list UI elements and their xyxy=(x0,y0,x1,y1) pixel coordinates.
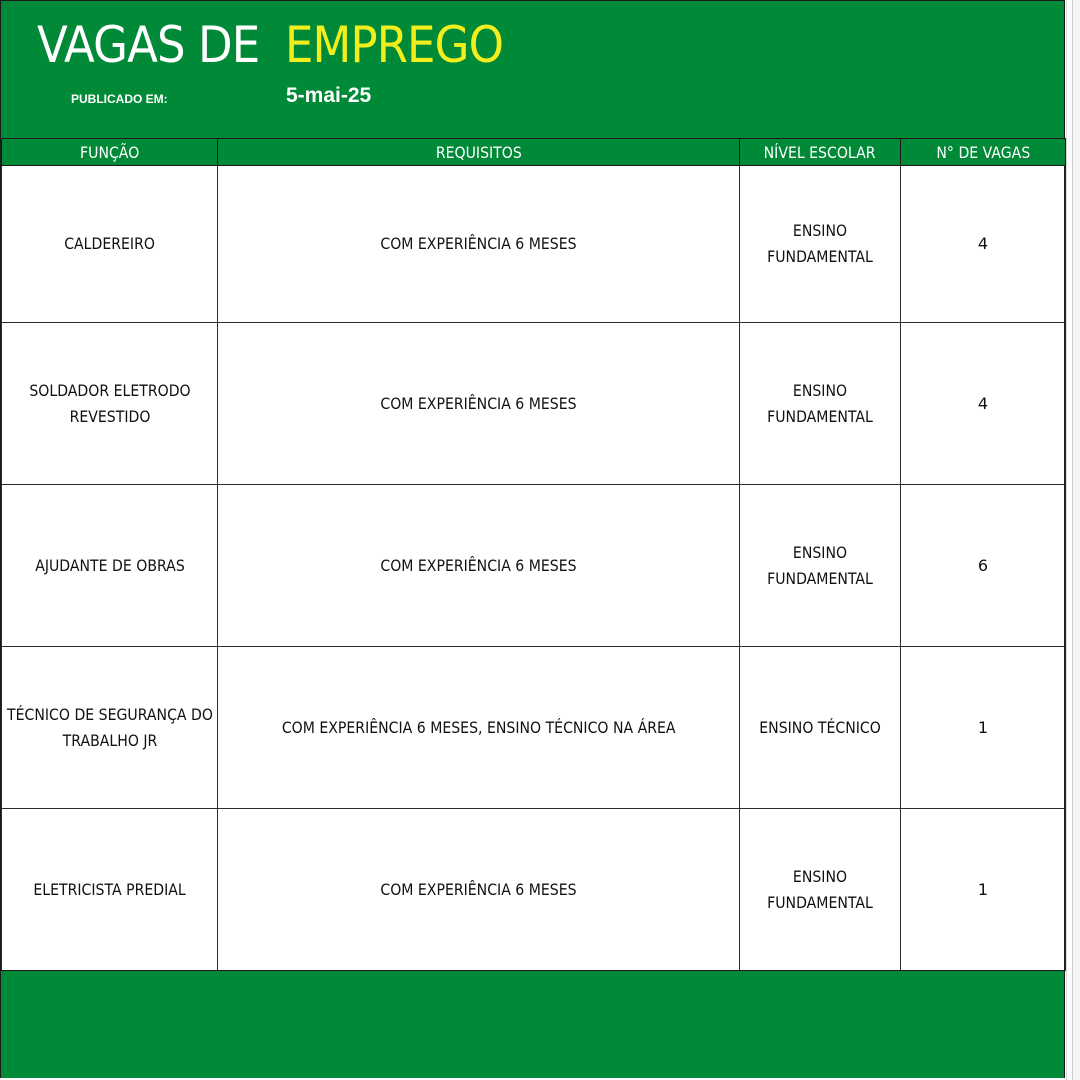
cell-requisitos: COM EXPERIÊNCIA 6 MESES xyxy=(218,323,740,485)
table-row xyxy=(2,323,1066,485)
footer-banner xyxy=(1,970,1064,1078)
column-header-funcao: FUNÇÃO xyxy=(2,139,218,166)
jobs-table xyxy=(1,138,1066,971)
cell-funcao: SOLDADOR ELETRODO REVESTIDO xyxy=(2,323,218,485)
cell-funcao: CALDEREIRO xyxy=(2,166,218,323)
cell-nivel: ENSINO FUNDAMENTAL xyxy=(740,485,901,647)
title-vagas-de: VAGAS DE xyxy=(37,16,260,74)
cell-nivel: ENSINO FUNDAMENTAL xyxy=(740,166,901,323)
table-row xyxy=(2,166,1066,323)
cell-requisitos: COM EXPERIÊNCIA 6 MESES, ENSINO TÉCNICO NA ÁREA xyxy=(218,647,740,809)
header-banner xyxy=(1,1,1064,138)
cell-funcao: ELETRICISTA PREDIAL xyxy=(2,809,218,971)
page-edge xyxy=(1066,0,1080,1080)
cell-vagas: 6 xyxy=(901,485,1066,647)
table-row xyxy=(2,485,1066,647)
cell-requisitos: COM EXPERIÊNCIA 6 MESES xyxy=(218,485,740,647)
cell-funcao: AJUDANTE DE OBRAS xyxy=(2,485,218,647)
column-header-nivel-escolar: NÍVEL ESCOLAR xyxy=(740,139,901,166)
cell-funcao: TÉCNICO DE SEGURANÇA DO TRABALHO JR xyxy=(2,647,218,809)
column-header-requisitos: REQUISITOS xyxy=(218,139,740,166)
cell-nivel: ENSINO FUNDAMENTAL xyxy=(740,323,901,485)
cell-vagas: 4 xyxy=(901,323,1066,485)
table-header-row xyxy=(2,139,1066,166)
table-row xyxy=(2,647,1066,809)
cell-nivel: ENSINO TÉCNICO xyxy=(740,647,901,809)
cell-requisitos: COM EXPERIÊNCIA 6 MESES xyxy=(218,166,740,323)
published-date: 5-mai-25 xyxy=(286,84,372,107)
title-emprego: EMPREGO xyxy=(285,16,504,74)
table-row xyxy=(2,809,1066,971)
cell-vagas: 4 xyxy=(901,166,1066,323)
published-label: PUBLICADO EM: xyxy=(71,92,168,106)
cell-requisitos: COM EXPERIÊNCIA 6 MESES xyxy=(218,809,740,971)
cell-vagas: 1 xyxy=(901,647,1066,809)
cell-nivel: ENSINO FUNDAMENTAL xyxy=(740,809,901,971)
cell-vagas: 1 xyxy=(901,809,1066,971)
column-header-vagas: N° DE VAGAS xyxy=(901,139,1066,166)
